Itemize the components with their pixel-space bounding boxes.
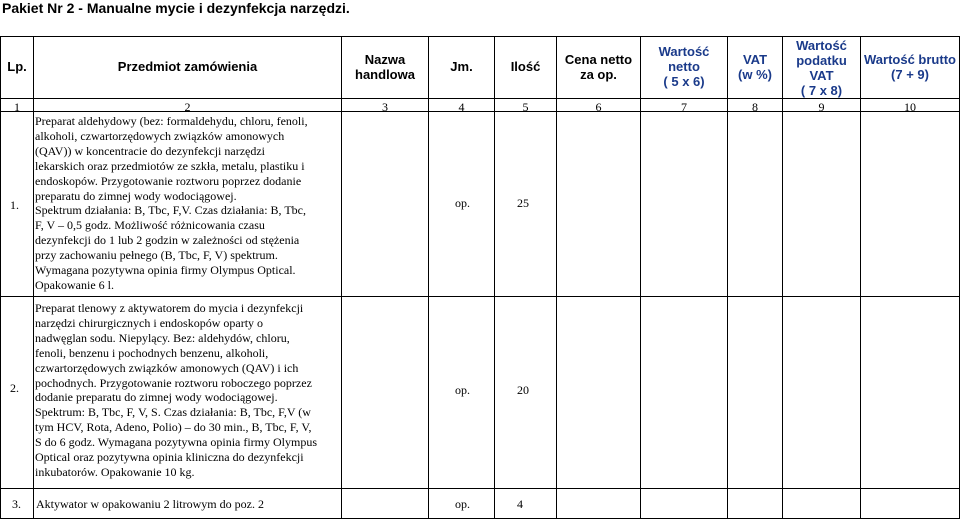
- header-cena-line1: Cena netto: [564, 52, 633, 67]
- header-vat-line1: VAT: [742, 52, 768, 67]
- description-line: S do 6 godz. Wymagana pozytywna opinia firmy Olympus: [35, 435, 318, 450]
- header-wartosc-netto-line1: Wartość: [658, 44, 710, 59]
- row-2-jm: op.: [455, 383, 470, 397]
- row-2-description: [35, 301, 340, 480]
- column-number: 5: [522, 100, 529, 114]
- header-vat-line2: (w %): [738, 67, 772, 82]
- header-wartosc-netto-line2: netto: [668, 59, 700, 74]
- description-line: (QAV)) w koncentracie do dezynfekcji narzędzi: [35, 143, 266, 158]
- header-brutto-line1: Wartość brutto: [864, 52, 956, 67]
- column-number: 8: [752, 100, 758, 114]
- header-cena-line2: za op.: [580, 67, 617, 82]
- header-wartosc-vat: [783, 38, 860, 98]
- description-line: nadwęglan sodu. Niepylący. Bez: aldehydów, chloru,: [35, 330, 290, 345]
- header-wartosc-vat-line4: ( 7 x 8): [800, 83, 843, 98]
- column-number: 7: [681, 100, 687, 114]
- header-vat: [728, 52, 782, 82]
- description-line: lekarskich oraz przedmiotów ze szkła, metalu, plastiku i: [35, 158, 305, 173]
- description-line: preparatu do zimnej wody wodociągowej.: [35, 188, 237, 203]
- description-line: dezynfekcji do 1 lub 2 godzin w zależności od stężenia: [35, 233, 300, 248]
- header-brutto-line2: (7 + 9): [891, 67, 929, 82]
- description-line: pochodnych. Przygotowanie roztworu roboczego poprzez: [35, 375, 312, 390]
- header-wartosc-vat-line3: VAT: [809, 68, 834, 83]
- description-line: Optical oraz pozytywna opinia kliniczna do dezynfekcji: [35, 450, 304, 465]
- header-wartosc-vat-line2: podatku: [796, 53, 847, 68]
- column-number: 2: [184, 100, 191, 114]
- row-3-jm: op.: [455, 497, 470, 511]
- header-wartosc-netto-line3: ( 5 x 6): [663, 74, 705, 89]
- description-line: Opakowanie 6 l.: [35, 277, 114, 292]
- row-3-lp: 3.: [12, 497, 21, 511]
- header-wartosc-brutto: [861, 52, 959, 82]
- header-cena-netto: [557, 52, 640, 82]
- description-line: narzędzi chirurgicznych i endoskopów oparty o: [35, 315, 264, 330]
- row-3-description: Aktywator w opakowaniu 2 litrowym do poz. 2: [36, 497, 264, 511]
- description-line: Spektrum: B, Tbc, F, V, S. Czas działania: B, Tbc, F,V (w: [35, 405, 311, 420]
- row-1-ilosc: 25: [517, 196, 529, 210]
- header-lp: Lp.: [7, 59, 27, 74]
- row-1-jm: op.: [455, 196, 470, 210]
- row-2-lp: 2.: [10, 381, 19, 395]
- column-number: 1: [14, 100, 20, 114]
- description-line: F, V – 0,5 godz. Możliwość różnicowania czasu: [35, 218, 265, 233]
- description-line: przy zachowaniu pełnego (B, Tbc, F, V) spektrum.: [35, 248, 278, 263]
- description-line: Preparat aldehydowy (bez: formaldehydu, chloru, fenoli,: [35, 114, 308, 128]
- description-line: Spektrum działania: B, Tbc, F,V. Czas działania: B, Tbc,: [35, 203, 306, 218]
- row-3-ilosc: 4: [517, 497, 523, 511]
- header-nazwa-handlowa: [342, 52, 428, 82]
- description-line: fenoli, benzenu i pochodnych benzenu, alkoholi,: [35, 345, 269, 360]
- header-jm: Jm.: [450, 59, 473, 74]
- description-line: endoskopów. Przygotowanie roztworu poprzez dodanie: [35, 173, 302, 188]
- header-nazwa-line2: handlowa: [355, 67, 415, 82]
- page-title: Pakiet Nr 2 - Manualne mycie i dezynfekcja narzędzi.: [2, 0, 350, 16]
- column-number: 10: [904, 100, 916, 114]
- header-wartosc-netto: [641, 44, 727, 89]
- column-number: 9: [818, 100, 825, 114]
- column-number: 3: [382, 100, 388, 114]
- header-ilosc: Ilość: [510, 59, 541, 74]
- header-przedmiot: Przedmiot zamówienia: [117, 59, 258, 74]
- row-2-ilosc: 20: [517, 383, 529, 397]
- header-wartosc-vat-line1: Wartość: [796, 38, 847, 53]
- description-line: Wymagana pozytywna opinia firmy Olympus Optical.: [35, 263, 296, 278]
- column-number: 6: [595, 100, 602, 114]
- column-number: 4: [458, 100, 465, 114]
- header-nazwa-line1: Nazwa: [364, 52, 406, 67]
- row-1-lp: 1.: [10, 198, 19, 212]
- description-line: czwartorzędowych związków amonowych (QAV) i ich: [35, 360, 299, 375]
- row-1-description: [35, 114, 340, 293]
- description-line: tym HCV, Rota, Adeno, Polio) – do 30 min., B, Tbc, F, V,: [35, 420, 312, 435]
- description-line: alkoholi, czwartorzędowych związków amonowych: [35, 128, 285, 143]
- description-line: Preparat tlenowy z aktywatorem do mycia i dezynfekcji: [35, 301, 304, 315]
- description-line: dodanie preparatu do zimnej wody wodociągowej.: [35, 390, 278, 405]
- description-line: inkubatorów. Opakowanie 10 kg.: [35, 464, 195, 479]
